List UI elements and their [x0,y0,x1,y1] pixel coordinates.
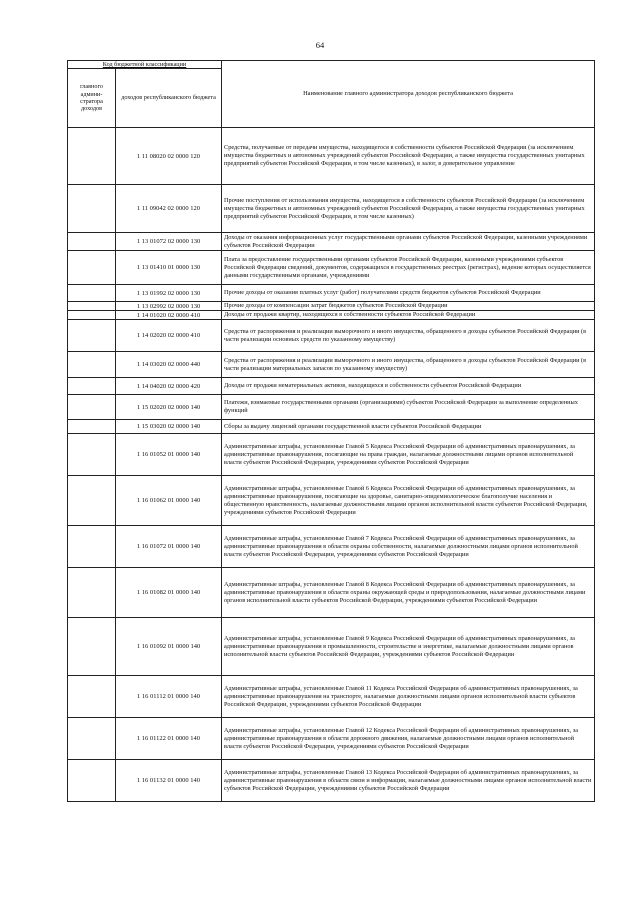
description-cell: Доходы от продажи нематериальных активов, находящихся в собственности субъектов Российской Федерации [222,378,595,395]
description-cell: Административные штрафы, установленные Главой 11 Кодекса Российской Федерации об административных правонарушениях, за административные правонарушения на транспорте, налагаемые должностными лицами органов исполнительной власти субъектов Российской Федерации, учреждениями субъектов Российской Федерации [222,676,595,718]
admin-code-cell [68,395,116,420]
admin-code-cell [68,320,116,352]
admin-code-cell [68,233,116,251]
description-cell: Платежи, взимаемые государственными органами (организациями) субъектов Российской Федерации за выполнение определенных функций [222,395,595,420]
admin-code-cell [68,251,116,285]
budget-classification-table [67,60,595,802]
description-cell: Средства от распоряжения и реализации выморочного и иного имущества, обращенного в доходы субъектов Российской Федерации (в части реализации материальных запасов по указанному имуществу) [222,352,595,378]
income-code-cell: 1 13 02992 02 0000 130 [116,302,222,311]
description-cell: Доходы от оказания информационных услуг государственными органами субъектов Российской Федерации, казенными учреждениями субъектов Российской Федерации [222,233,595,251]
table-row [68,395,595,420]
table-row [68,251,595,285]
admin-code-cell [68,618,116,676]
table-row [68,718,595,760]
description-cell: Административные штрафы, установленные Главой 13 Кодекса Российской Федерации об административных правонарушениях, за административные правонарушения в области связи и информации, налагаемые должностными лицами органов исполнительной власти субъектов Российской Федерации, учреждениями субъектов Российской Федерации [222,760,595,802]
table-row [68,378,595,395]
income-code-cell: 1 16 01122 01 0000 140 [116,718,222,760]
income-code-cell: 1 14 01020 02 0000 410 [116,311,222,320]
income-code-cell: 1 16 01092 01 0000 140 [116,618,222,676]
table-body [68,128,595,802]
description-cell: Средства от распоряжения и реализации выморочного и иного имущества, обращенного в доходы субъектов Российской Федерации (в части реализации основных средств по указанному имуществу) [222,320,595,352]
table-row [68,526,595,568]
description-cell: Прочие поступления от использования имущества, находящегося в собственности субъектов Российской Федерации (за исключением имущества бюджетных и автономных учреждений субъектов Российской Федерации, а также имущества государственных унитарных предприятий субъектов Российской Федерации, в том числе казенных) [222,185,595,233]
description-cell: Административные штрафы, установленные Главой 12 Кодекса Российской Федерации об административных правонарушениях, за административные правонарушения в области дорожного движения, налагаемые должностными лицами органов исполнительной власти субъектов Российской Федерации, учреждениями субъектов Российской Федерации [222,718,595,760]
admin-code-cell [68,526,116,568]
admin-code-cell [68,378,116,395]
income-code-cell: 1 14 03020 02 0000 440 [116,352,222,378]
income-code-cell: 1 11 09042 02 0000 120 [116,185,222,233]
description-cell: Административные штрафы, установленные Главой 6 Кодекса Российской Федерации об административных правонарушениях, за административные правонарушения, посягающие на здоровье, санитарно-эпидемиологическое благополучие населения и общественную нравственность, налагаемые должностными лицами органов исполнительной власти субъектов Российской Федерации, учреждениями субъектов Российской Федерации [222,476,595,526]
admin-code-cell [68,434,116,476]
table-row [68,320,595,352]
description-cell: Сборы за выдачу лицензий органами государственной власти субъектов Российской Федерации [222,420,595,434]
admin-code-cell [68,302,116,311]
table-row [68,233,595,251]
admin-code-cell [68,311,116,320]
description-cell: Доходы от продажи квартир, находящихся в собственности субъектов Российской Федерации [222,311,595,320]
description-cell: Административные штрафы, установленные Главой 8 Кодекса Российской Федерации об административных правонарушениях, за административные правонарушения в области охраны окружающей среды и природопользования, налагаемые должностными лицами органов исполнительной власти субъектов Российской Федерации, учреждениями субъектов Российской Федерации [222,568,595,618]
description-cell: Прочие доходы от оказания платных услуг (работ) получателями средств бюджетов субъектов Российской Федерации [222,285,595,302]
admin-code-cell [68,128,116,185]
income-code-cell: 1 13 01992 02 0000 130 [116,285,222,302]
table-row [68,476,595,526]
income-code-cell: 1 14 04020 02 0000 420 [116,378,222,395]
header-income: доходов республиканского бюджета [116,69,222,128]
table-row [68,420,595,434]
table-row [68,568,595,618]
header-admin: главного админи- стратора доходов [68,69,116,128]
income-code-cell: 1 16 01082 01 0000 140 [116,568,222,618]
income-code-cell: 1 16 01052 01 0000 140 [116,434,222,476]
income-code-cell: 1 14 02020 02 0000 410 [116,320,222,352]
income-code-cell: 1 15 03020 02 0000 140 [116,420,222,434]
income-code-cell: 1 11 08020 02 0000 120 [116,128,222,185]
table-row [68,185,595,233]
description-cell: Прочие доходы от компенсации затрат бюджетов субъектов Российской Федерации [222,302,595,311]
description-cell: Административные штрафы, установленные Главой 5 Кодекса Российской Федерации об административных правонарушениях, за административные правонарушения, посягающие на права граждан, налагаемые должностными лицами органов исполнительной власти субъектов Российской Федерации, учреждениями субъектов Российской Федерации [222,434,595,476]
description-cell: Плата за предоставление государственными органами субъектов Российской Федерации, казенными учреждениями субъектов Российской Федерации сведений, документов, содержащихся в государственных реестрах (регистрах), ведение которых осуществляется данными государственными органами, учреждениями [222,251,595,285]
description-cell: Административные штрафы, установленные Главой 7 Кодекса Российской Федерации об административных правонарушениях, за административные правонарушения в области охраны собственности, налагаемые должностными лицами органов исполнительной власти субъектов Российской Федерации, учреждениями субъектов Российской Федерации [222,526,595,568]
income-code-cell: 1 16 01132 01 0000 140 [116,760,222,802]
table-row [68,352,595,378]
income-code-cell: 1 15 02020 02 0000 140 [116,395,222,420]
admin-code-cell [68,352,116,378]
income-code-cell: 1 16 01112 01 0000 140 [116,676,222,718]
header-code-group: Код бюджетной классификации [68,61,222,69]
table-row [68,311,595,320]
income-code-cell: 1 13 01410 01 0000 130 [116,251,222,285]
description-cell: Средства, получаемые от передачи имущества, находящегося в собственности субъектов Российской Федерации (за исключением имущества бюджетных и автономных учреждений субъектов Российской Федерации, а также имущества государственных унитарных предприятий субъектов Российской Федерации, в том числе казенных), в залог, в доверительное управление [222,128,595,185]
table-row [68,302,595,311]
income-code-cell: 1 16 01062 01 0000 140 [116,476,222,526]
table-row [68,285,595,302]
table-row [68,128,595,185]
income-code-cell: 1 16 01072 01 0000 140 [116,526,222,568]
admin-code-cell [68,760,116,802]
admin-code-cell [68,476,116,526]
table-row [68,434,595,476]
table-row [68,676,595,718]
page-number: 64 [315,40,325,50]
admin-code-cell [68,285,116,302]
admin-code-cell [68,185,116,233]
admin-code-cell [68,420,116,434]
admin-code-cell [68,718,116,760]
income-code-cell: 1 13 01072 02 0000 130 [116,233,222,251]
table-row [68,618,595,676]
header-name: Наименование главного администратора доходов республиканского бюджета [222,61,595,128]
admin-code-cell [68,676,116,718]
table-row [68,760,595,802]
description-cell: Административные штрафы, установленные Главой 9 Кодекса Российской Федерации об административных правонарушениях, за административные правонарушения в промышленности, строительстве и энергетике, налагаемые должностными лицами органов исполнительной власти субъектов Российской Федерации, учреждениями субъектов Российской Федерации [222,618,595,676]
admin-code-cell [68,568,116,618]
